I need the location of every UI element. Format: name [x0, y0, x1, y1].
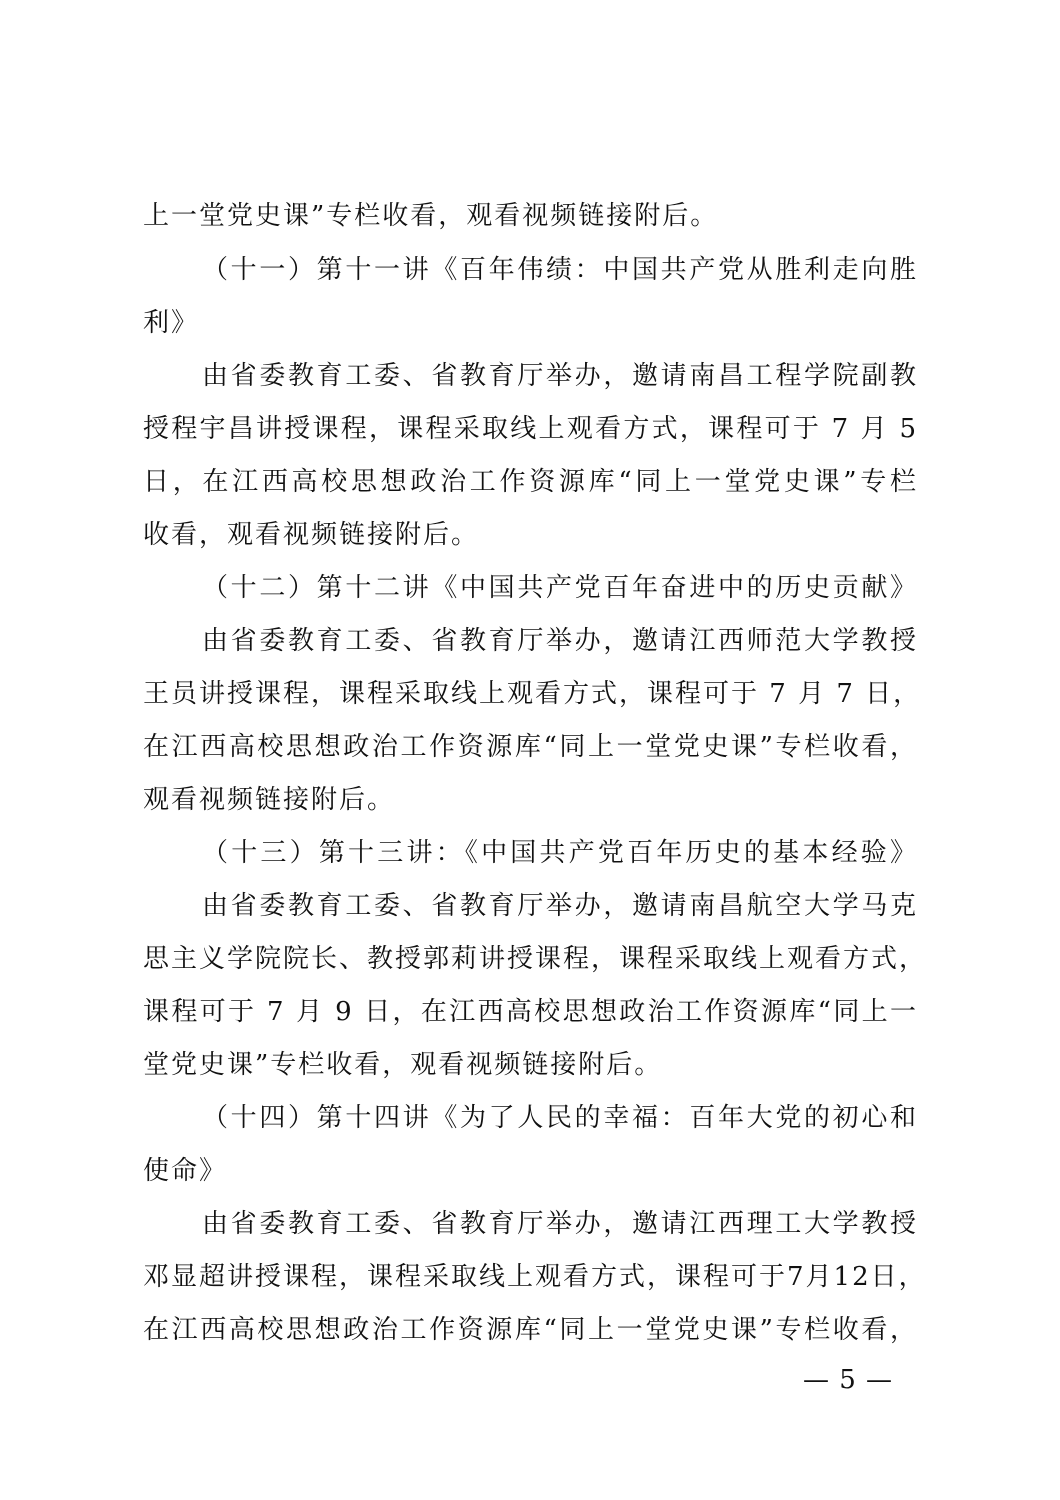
- section-heading-13: （十三）第十三讲：《中国共产党百年历史的基本经验》: [202, 838, 918, 868]
- paragraph-line: 堂党史课”专栏收看，观看视频链接附后。: [143, 1050, 663, 1080]
- paragraph-line: 在江西高校思想政治工作资源库“同上一堂党史课”专栏收看，: [143, 1315, 918, 1345]
- paragraph-line: 收看，观看视频链接附后。: [143, 520, 480, 550]
- paragraph-line: 由省委教育工委、省教育厅举办，邀请南昌航空大学马克: [202, 891, 918, 921]
- section-heading-14-continued: 使命》: [143, 1156, 228, 1186]
- paragraph-line: 由省委教育工委、省教育厅举办，邀请江西师范大学教授: [202, 626, 918, 656]
- paragraph-line: 由省委教育工委、省教育厅举办，邀请江西理工大学教授: [202, 1209, 918, 1239]
- section-heading-14: （十四）第十四讲《为了人民的幸福：百年大党的初心和: [202, 1103, 918, 1133]
- text-line-1: 上一堂党史课”专栏收看，观看视频链接附后。: [143, 201, 719, 231]
- section-heading-11: （十一）第十一讲《百年伟绩：中国共产党从胜利走向胜: [202, 255, 918, 285]
- paragraph-line: 观看视频链接附后。: [143, 785, 396, 815]
- paragraph-line: 授程宇昌讲授课程，课程采取线上观看方式，课程可于 7 月 5: [143, 414, 918, 444]
- paragraph-line: 由省委教育工委、省教育厅举办，邀请南昌工程学院副教: [202, 361, 918, 391]
- section-heading-12: （十二）第十二讲《中国共产党百年奋进中的历史贡献》: [202, 573, 918, 603]
- paragraph-line: 在江西高校思想政治工作资源库“同上一堂党史课”专栏收看，: [143, 732, 918, 762]
- paragraph-line: 邓显超讲授课程，课程采取线上观看方式，课程可于7月12日，: [143, 1262, 927, 1292]
- paragraph-line: 王员讲授课程，课程采取线上观看方式，课程可于 7 月 7 日，: [143, 679, 922, 709]
- section-heading-11-continued: 利》: [143, 308, 200, 338]
- page-number: — 5 —: [802, 1365, 894, 1395]
- paragraph-line: 思主义学院院长、教授郭莉讲授课程，课程采取线上观看方式，: [143, 944, 928, 974]
- paragraph-line: 日，在江西高校思想政治工作资源库“同上一堂党史课”专栏: [143, 467, 918, 497]
- paragraph-line: 课程可于 7 月 9 日，在江西高校思想政治工作资源库“同上一: [143, 997, 918, 1027]
